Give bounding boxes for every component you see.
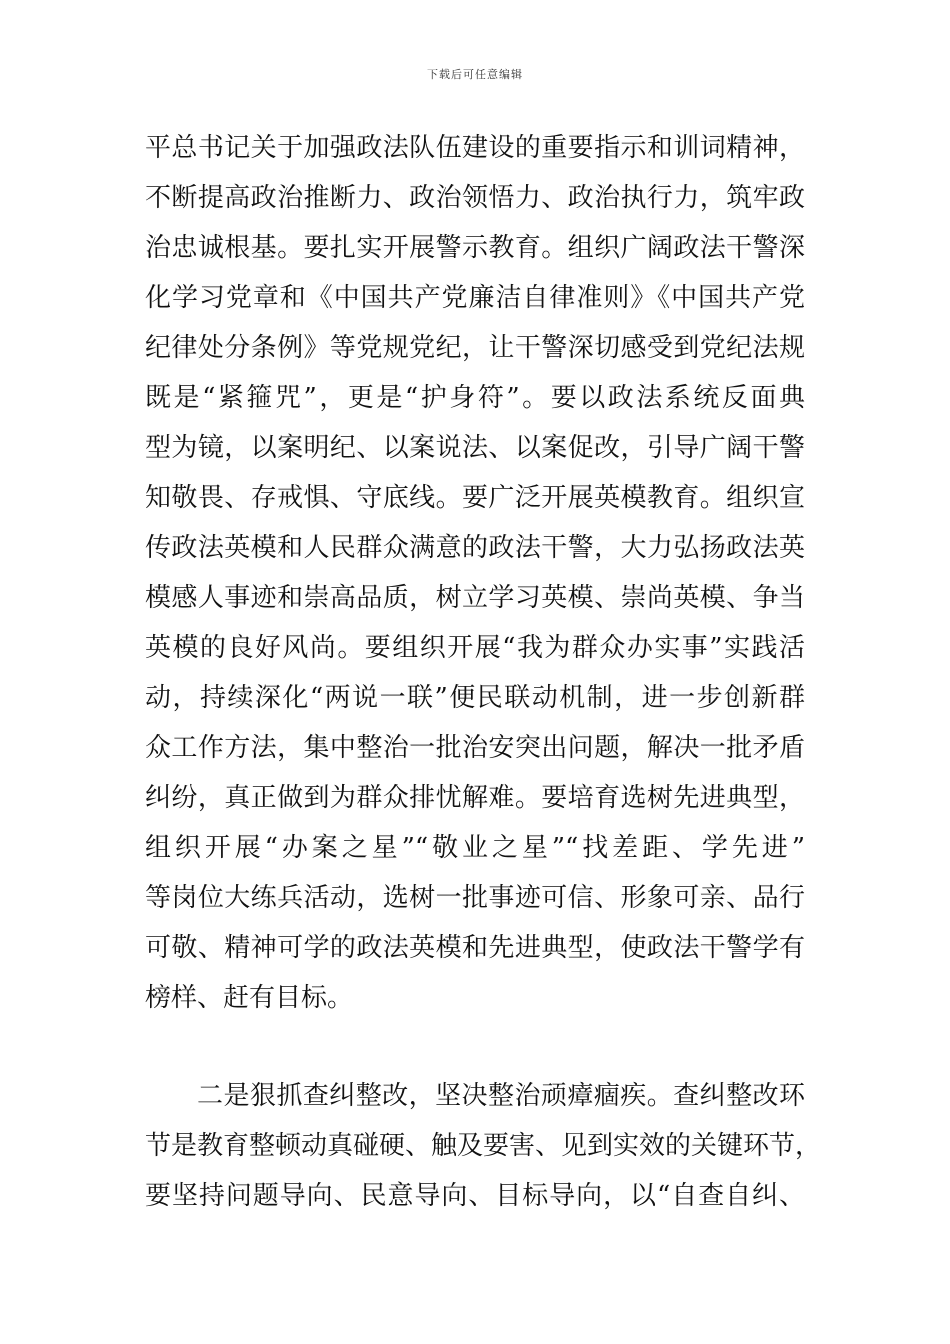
paragraph-line: 二是狠抓查纠整改，坚决整治顽瘴痼疾。查纠整改环 [197, 1081, 805, 1111]
paragraph-line: 英模的良好风尚。要组织开展“我为群众办实事”实践活 [145, 633, 805, 663]
paragraph-line: 既是“紧箍咒”，更是“护身符”。要以政法系统反面典 [145, 383, 805, 413]
paragraph-line: 化学习党章和《中国共产党廉洁自律准则》《中国共产党 [145, 283, 805, 313]
paragraph-line: 动，持续深化“两说一联”便民联动机制，进一步创新群 [145, 683, 805, 713]
paragraph-line: 节是教育整顿动真碰硬、触及要害、见到实效的关键环节， [145, 1131, 822, 1161]
paragraph-line: 纪律处分条例》等党规党纪，让干警深切感受到党纪法规 [145, 333, 805, 363]
paragraph-line: 治忠诚根基。要扎实开展警示教育。组织广阔政法干警深 [145, 233, 805, 263]
paragraph-line: 不断提高政治推断力、政治领悟力、政治执行力，筑牢政 [145, 183, 805, 213]
paragraph-line: 型为镜，以案明纪、以案说法、以案促改，引导广阔干警 [145, 433, 805, 463]
paragraph-line: 榜样、赶有目标。 [145, 983, 354, 1013]
paragraph-line: 可敬、精神可学的政法英模和先进典型，使政法干警学有 [145, 933, 805, 963]
paragraph-line: 要坚持问题导向、民意导向、目标导向，以“自查自纠、 [145, 1181, 805, 1211]
page-header: 下载后可任意编辑 [427, 68, 523, 81]
paragraph-line: 模感人事迹和崇高品质，树立学习英模、崇尚英模、争当 [145, 583, 805, 613]
paragraph-line: 众工作方法，集中整治一批治安突出问题，解决一批矛盾 [145, 733, 805, 763]
paragraph-line: 纠纷，真正做到为群众排忧解难。要培育选树先进典型， [145, 783, 805, 813]
paragraph-line: 传政法英模和人民群众满意的政法干警，大力弘扬政法英 [145, 533, 805, 563]
paragraph-line: 知敬畏、存戒惧、守底线。要广泛开展英模教育。组织宣 [145, 483, 805, 513]
paragraph-line: 等岗位大练兵活动，选树一批事迹可信、形象可亲、品行 [145, 883, 805, 913]
paragraph-line: 组织开展“办案之星”“敬业之星”“找差距、学先进” [145, 833, 805, 863]
paragraph-line: 平总书记关于加强政法队伍建设的重要指示和训词精神， [145, 133, 805, 163]
